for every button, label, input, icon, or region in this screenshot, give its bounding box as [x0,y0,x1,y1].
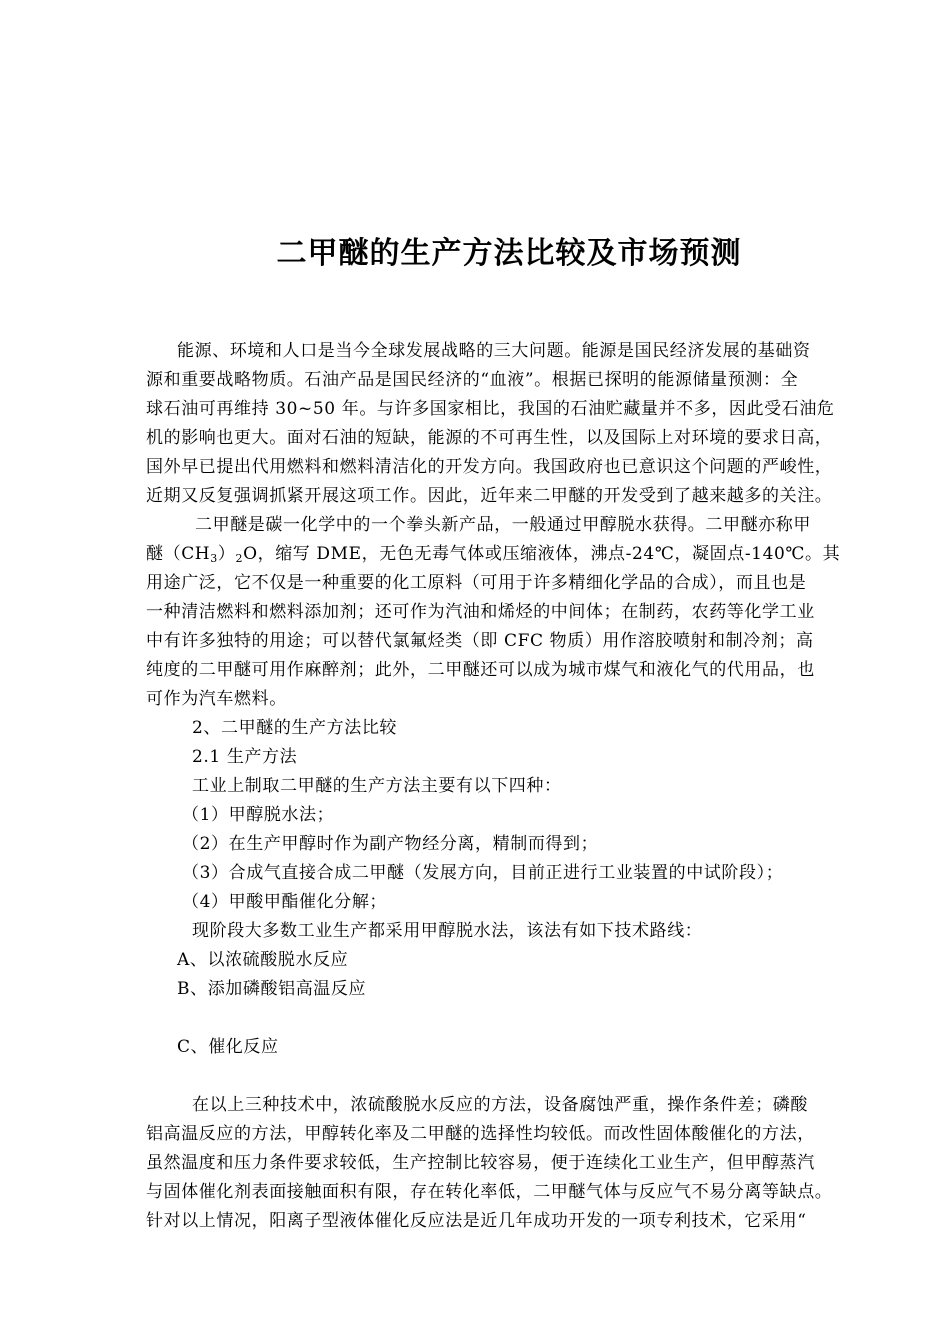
para1-line: 源和重要战略物质。石油产品是国民经济的“血液”。根据已探明的能源储量预测：全 [146,370,799,390]
para3-line: 针对以上情况，阳离子型液体催化反应法是近几年成功开发的一项专利技术，它采用“ [146,1211,807,1231]
route-item: A、以浓硫酸脱水反应 [177,950,349,970]
para2-formula-line [146,543,840,570]
document-title: 二甲醚的生产方法比较及市场预测 [276,236,742,271]
method-item: （4）甲酸甲酯催化分解； [182,892,388,912]
para2-line: 二甲醚是碳一化学中的一个拳头新产品，一般通过甲醇脱水获得。二甲醚亦称甲 [195,515,811,535]
para3-line: 虽然温度和压力条件要求较低，生产控制比较容易，便于连续化工业生产，但甲醇蒸汽 [146,1153,815,1173]
para1-line: 国外早已提出代用燃料和燃料清洁化的开发方向。我国政府也已意识这个问题的严峻性， [146,457,833,477]
section-heading: 2、二甲醚的生产方法比较 [192,718,398,738]
subsection-heading: 2.1 生产方法 [192,747,298,767]
para1-line: 能源、环境和人口是当今全球发展战略的三大问题。能源是国民经济发展的基础资 [177,341,811,361]
method-item: （2）在生产甲醇时作为副产物经分离，精制而得到； [182,834,599,854]
methods-intro: 工业上制取二甲醚的生产方法主要有以下四种： [192,776,562,796]
para1-line: 近期又反复强调抓紧开展这项工作。因此，近年来二甲醚的开发受到了越来越多的关注。 [146,486,833,506]
formula-subscript: 3 [210,552,218,565]
para1-line: 机的影响也更大。面对石油的短缺，能源的不可再生性，以及国际上对环境的要求日高， [146,428,833,448]
para2-line: 中有许多独特的用途；可以替代氯氟烃类（即 CFC 物质）用作溶胶喷射和制冷剂；高 [146,631,814,651]
para2-line: 一种清洁燃料和燃料添加剂；还可作为汽油和烯烃的中间体；在制药，农药等化学工业 [146,602,815,622]
routes-intro: 现阶段大多数工业生产都采用甲醇脱水法，该法有如下技术路线： [192,921,703,941]
para2-text: ） [217,544,236,564]
method-item: （3）合成气直接合成二甲醚（发展方向，目前正进行工业装置的中试阶段）； [182,863,784,883]
para1-line: 球石油可再维持 30~50 年。与许多国家相比，我国的石油贮藏量并不多，因此受石油危 [146,399,835,419]
method-item: （1）甲醇脱水法； [182,805,335,825]
para3-line: 与固体催化剂表面接触面积有限，存在转化率低，二甲醚气体与反应气不易分离等缺点。 [146,1182,833,1202]
para3-line: 铝高温反应的方法，甲醇转化率及二甲醚的选择性均较低。而改性固体酸催化的方法， [146,1124,815,1144]
para2-line: 纯度的二甲醚可用作麻醉剂；此外，二甲醚还可以成为城市煤气和液化气的代用品，也 [146,660,815,680]
para2-line: 可作为汽车燃料。 [146,689,287,709]
para3-line: 在以上三种技术中，浓硫酸脱水反应的方法，设备腐蚀严重，操作条件差；磷酸 [192,1095,808,1115]
para2-line: 用途广泛，它不仅是一种重要的化工原料（可用于许多精细化学品的合成），而且也是 [146,573,807,593]
para2-text: O，缩写 DME，无色无毒气体或压缩液体，沸点-24℃，凝固点-140℃。其 [243,544,841,564]
route-item: B、添加磷酸铝高温反应 [177,979,367,999]
formula-subscript: 2 [235,552,244,565]
para2-text: 醚（CH [146,544,211,564]
route-item: C、催化反应 [177,1037,279,1057]
